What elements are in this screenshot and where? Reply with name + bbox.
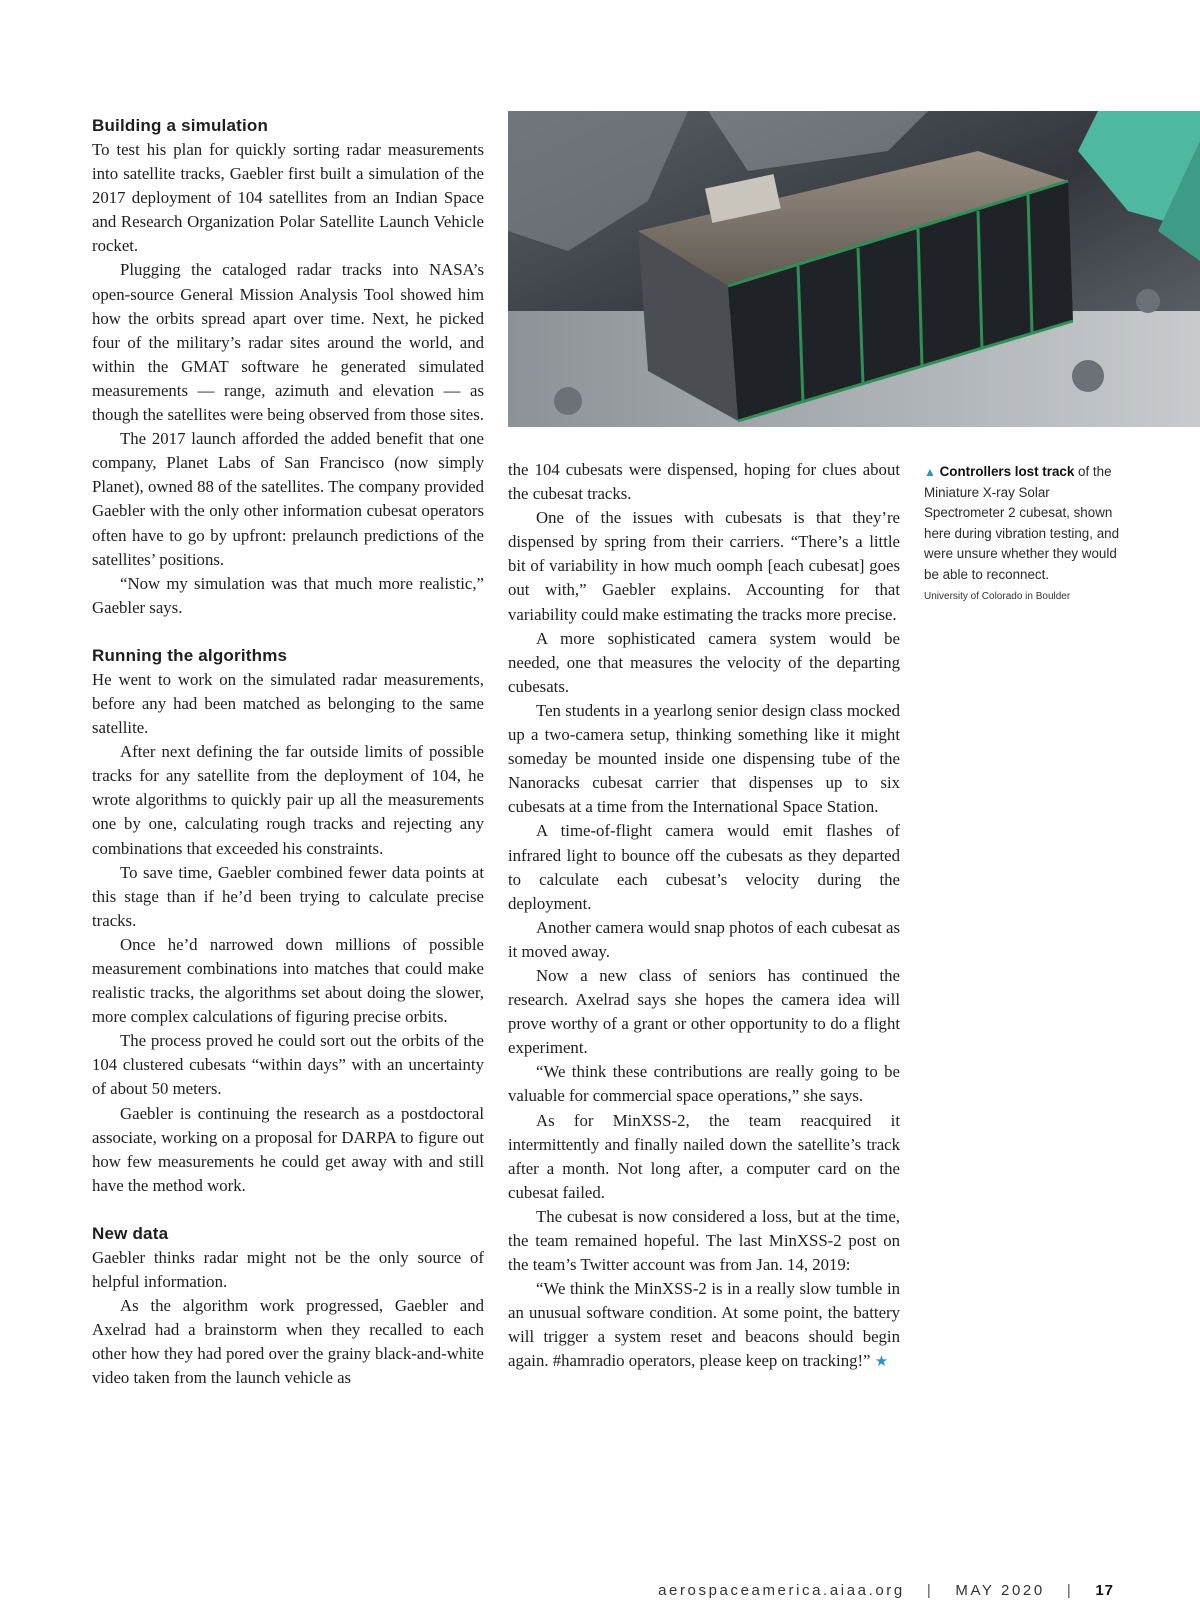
paragraph: As for MinXSS-2, the team reacquired it intermittently and finally nailed down the satellite’s track after a month. Not long after, a computer card on the cubesat failed. (508, 1110, 900, 1202)
paragraph: As the algorithm work progressed, Gaebler and Axelrad had a brainstorm when they recalled to each other how they had pored over the grainy black-and-white video taken from the launch vehicle as (92, 1296, 484, 1388)
paragraph: Gaebler thinks radar might not be the only source of helpful information. (92, 1247, 484, 1292)
middle-column (508, 458, 900, 1375)
photo-caption (924, 462, 1124, 605)
paragraph: One of the issues with cubesats is that they’re dispensed by spring from their carriers. “There’s a little bit of variability in how much oomph [each cubesat] goes out with,” Gaebler explains. Accounting for that variability could make estimating the tracks more precise. (508, 508, 900, 624)
paragraph: Ten students in a yearlong senior design class mocked up a two-camera setup, thinking something like it might someday be mounted inside one dispensing tube of the Nanoracks cubesat carrier that dispenses up to six cubesats at a time from the International Space Station. (508, 700, 900, 817)
paragraph (508, 1277, 900, 1374)
footer-separator: | (1066, 1582, 1074, 1599)
footer-site: aerospaceamerica.aiaa.org (658, 1582, 905, 1599)
end-star-icon: ★ (874, 1354, 889, 1371)
cubesat-photo (508, 111, 1200, 427)
paragraph: A more sophisticated camera system would be needed, one that measures the velocity of the departing cubesats. (508, 628, 900, 696)
paragraph: A time-of-flight camera would emit flashes of infrared light to bounce off the cubesats as they departed to calculate each cubesat’s velocity during the deployment. (508, 821, 900, 913)
paragraph: After next defining the far outside limits of possible tracks for any satellite from the deployment of 104, he wrote algorithms to quickly pair up all the measurements one by one, calculating rough tracks and rejecting any combinations that exceeded his constraints. (92, 742, 484, 858)
paragraph: The 2017 launch afforded the added benefit that one company, Planet Labs of San Francisco (now simply Planet), owned 88 of the satellites. The company provided Gaebler with the only other information cubesat operators often have to go by upfront: prelaunch predictions of the satellites’ positions. (92, 429, 484, 569)
page-footer (658, 1582, 1114, 1599)
paragraph: To save time, Gaebler combined fewer data points at this stage than if he’d been trying to calculate precise tracks. (92, 862, 484, 930)
caption-lead: Controllers lost track (939, 464, 1075, 479)
section-heading: Running the algorithms (92, 645, 288, 665)
paragraph: He went to work on the simulated radar measurements, before any had been matched as belonging to the same satellite. (92, 669, 484, 738)
left-column (92, 114, 484, 1391)
paragraph: To test his plan for quickly sorting radar measurements into satellite tracks, Gaebler first built a simulation of the 2017 deployment of 104 satellites from an Indian Space and Research Organization Polar Satellite Launch Vehicle rocket. (92, 140, 484, 256)
paragraph: The process proved he could sort out the orbits of the 104 clustered cubesats “within days” with an uncertainty of about 50 meters. (92, 1031, 484, 1099)
paragraph: Plugging the cataloged radar tracks into NASA’s open-source General Mission Analysis Tool showed him how the orbits spread apart over time. Next, he picked four of the military’s radar sites around the world, and within the GMAT software he generated simulated measurements — range, azimuth and elevation — as though the satellites were being observed from those sites. (92, 260, 484, 425)
caption-text: of the Miniature X-ray Solar Spectrometer 2 cubesat, shown here during vibration testing, and were unsure whether they would be able to reconnect. (924, 464, 1120, 582)
paragraph: Now a new class of seniors has continued the research. Axelrad says she hopes the camera idea will prove worthy of a grant or other opportunity to do a flight experiment. (508, 965, 900, 1058)
paragraph: “We think these contributions are really going to be valuable for commercial space operations,” she says. (508, 1062, 900, 1106)
paragraph: Gaebler is continuing the research as a postdoctoral associate, working on a proposal for DARPA to figure out how few measurements he could get away with and still have the method work. (92, 1103, 484, 1195)
footer-issue: MAY 2020 (955, 1582, 1045, 1599)
section-heading: New data (92, 1223, 169, 1243)
paragraph: “Now my simulation was that much more realistic,” Gaebler says. (92, 573, 484, 617)
page-number: 17 (1095, 1582, 1114, 1599)
paragraph: The cubesat is now considered a loss, but at the time, the team remained hopeful. The last MinXSS-2 post on the team’s Twitter account was from Jan. 14, 2019: (508, 1206, 900, 1275)
paragraph: the 104 cubesats were dispensed, hoping for clues about the cubesat tracks. (508, 460, 900, 504)
photo-credit: University of Colorado in Boulder (924, 591, 1071, 602)
section-heading: Building a simulation (92, 116, 269, 135)
triangle-up-icon: ▲ (924, 465, 936, 479)
paragraph: Once he’d narrowed down millions of possible measurement combinations into matches that could make realistic tracks, the algorithms set about doing the slower, more complex calculations of figuring precise orbits. (92, 934, 484, 1027)
paragraph: Another camera would snap photos of each cubesat as it moved away. (508, 917, 900, 961)
footer-separator: | (926, 1582, 934, 1599)
cubesat-illustration (508, 111, 1200, 427)
quote-text: “We think the MinXSS-2 is in a really slow tumble in an unusual software condition. At some point, the battery will trigger a system reset and beacons should begin again. #hamradio operators, please keep on tracking!” (508, 1279, 900, 1371)
